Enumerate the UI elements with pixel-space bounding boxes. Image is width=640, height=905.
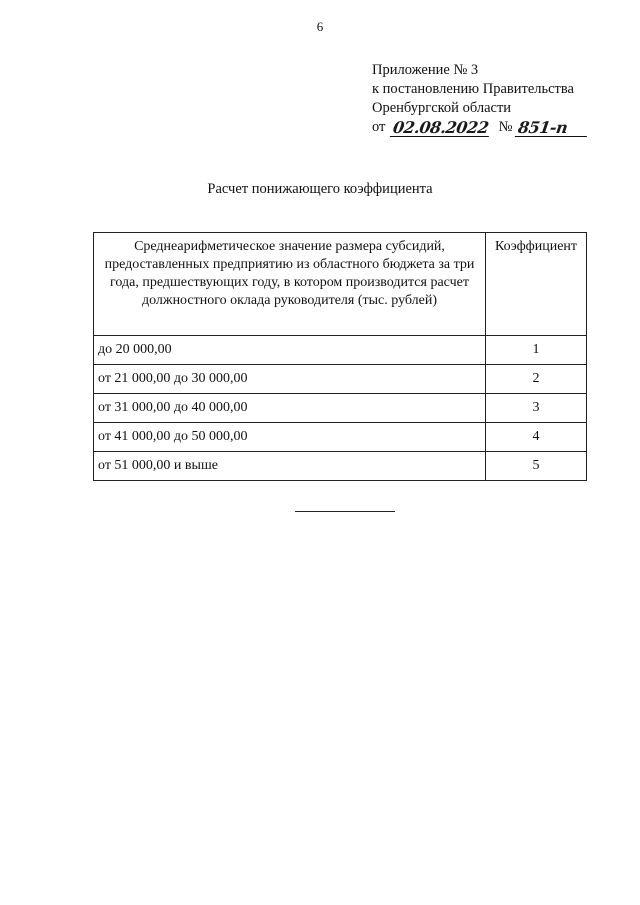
- end-divider: [295, 511, 395, 512]
- coefficient-table: [93, 232, 587, 481]
- table-row: [94, 394, 587, 423]
- row-coefficient: 3: [486, 394, 587, 423]
- row-coefficient: 1: [486, 336, 587, 365]
- handwritten-date: 02.08.2022: [392, 118, 491, 137]
- row-range: от 21 000,00 до 30 000,00: [94, 365, 486, 394]
- annex-region-line: Оренбургской области: [372, 100, 512, 116]
- row-range: от 41 000,00 до 50 000,00: [94, 423, 486, 452]
- annex-date-number-line: [372, 118, 588, 137]
- table-row: [94, 423, 587, 452]
- page-number: 6: [316, 19, 324, 34]
- header-subsidy-range: Среднеарифметическое значение размера субсидий, предоставленных предприятию из областного бюджета за три года, предшествующих году, в котором производится расчет должностного оклада руководителя (тыс. рублей): [94, 233, 486, 336]
- row-range: от 31 000,00 до 40 000,00: [94, 394, 486, 423]
- table-row: [94, 336, 587, 365]
- document-title: Расчет понижающего коэффициента: [207, 181, 433, 197]
- header-coefficient: Коэффициент: [486, 233, 587, 336]
- table-row: [94, 452, 587, 481]
- annex-title: Приложение № 3: [372, 62, 479, 78]
- handwritten-number: 851-п: [515, 120, 589, 137]
- from-label: от: [372, 119, 386, 135]
- number-label: №: [498, 119, 513, 135]
- row-range: до 20 000,00: [94, 336, 486, 365]
- row-coefficient: 2: [486, 365, 587, 394]
- table-row: [94, 365, 587, 394]
- annex-decree-line: к постановлению Правительства: [372, 81, 574, 97]
- row-coefficient: 4: [486, 423, 587, 452]
- table-header-row: [94, 233, 587, 336]
- row-coefficient: 5: [486, 452, 587, 481]
- row-range: от 51 000,00 и выше: [94, 452, 486, 481]
- annex-header: [372, 61, 588, 137]
